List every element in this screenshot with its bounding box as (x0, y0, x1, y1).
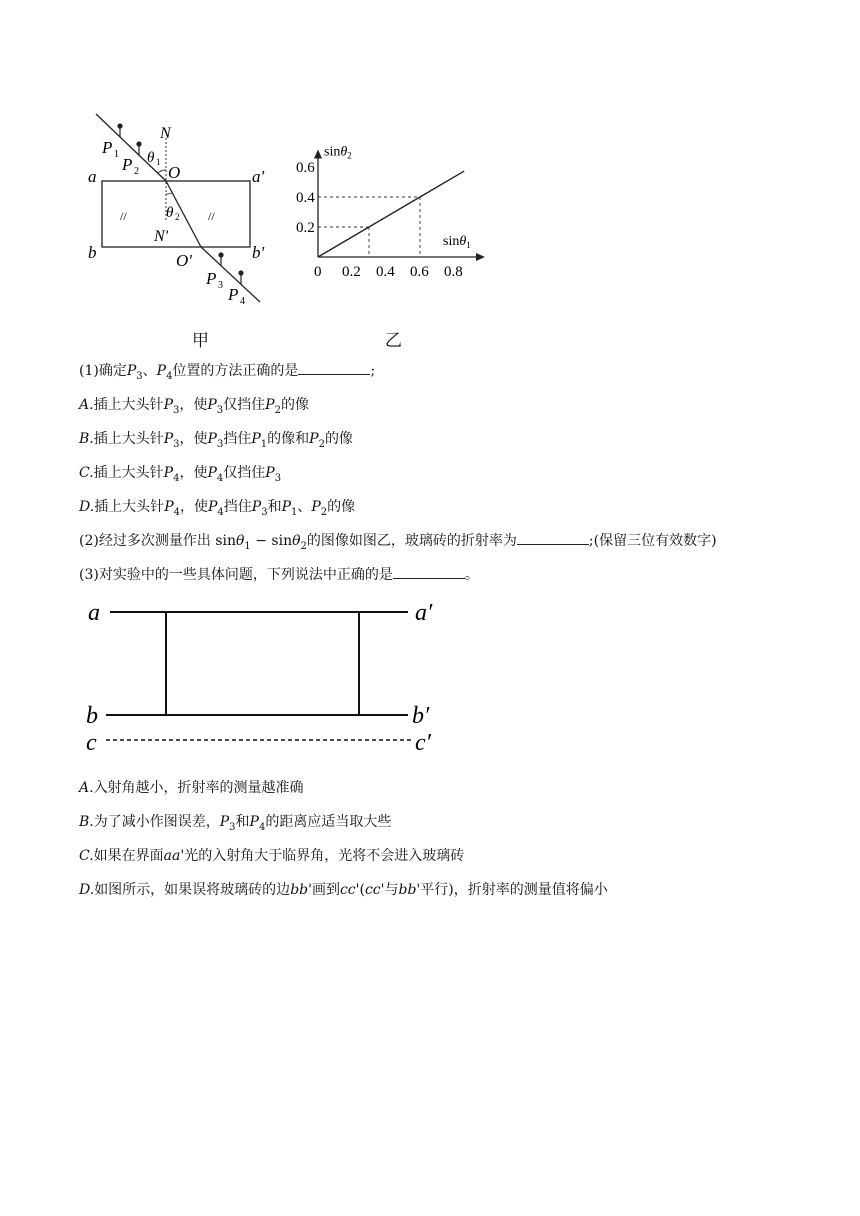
x-tick-label: 0.6 (410, 264, 429, 280)
x-tick-label: 0.2 (342, 264, 361, 280)
label-b-prime: b' (252, 243, 265, 262)
question-1: (1)确定$P_3$、$P_4$位置的方法正确的是 ; (79, 363, 376, 382)
figure-glass-boundary (80, 597, 450, 762)
y-axis-arrow (314, 150, 322, 159)
label-a: a (88, 600, 100, 626)
answer-blank-3[interactable] (393, 566, 465, 579)
angle-arc-theta1 (158, 170, 166, 173)
x-tick-label: 0.8 (444, 264, 463, 280)
option-1b: B.插上大头针$P_3$，使$P_3$挡住$P_1$的像和$P_2$的像 (79, 431, 353, 450)
label-p3 (205, 269, 223, 291)
label-o-prime: O' (176, 251, 192, 270)
caption-jia: 甲 (192, 331, 209, 351)
x-axis-label: sinθ$_1$ (443, 234, 471, 250)
svg-text:3: 3 (218, 280, 223, 291)
svg-text:θ: θ (166, 205, 174, 221)
option-1a: A.插上大头针$P_3$，使$P_3$仅挡住$P_2$的像 (79, 397, 309, 416)
label-a-prime: a′ (415, 600, 433, 626)
glass-hatch-left: // (120, 209, 127, 223)
option-3a: A.入射角越小，折射率的测量越准确 (79, 780, 304, 796)
label-b: b (86, 703, 98, 729)
svg-text:2: 2 (175, 212, 180, 222)
svg-text:P: P (122, 155, 133, 174)
option-1c: C.插上大头针$P_4$，使$P_4$仅挡住$P_3$ (79, 465, 282, 484)
label-p2 (121, 155, 139, 177)
question-2: (2)经过多次测量作出 sinθ$_1$ − sinθ$_2$的图像如图乙，玻璃砖的折射率为 ;(保留三位有效数字) (79, 533, 717, 552)
svg-text:1: 1 (156, 157, 161, 167)
option-3b: B.为了减小作图误差，$P_3$和$P_4$的距离应适当取大些 (79, 814, 392, 833)
option-3d: D.如图所示，如果误将玻璃砖的边bb'画到cc'(cc'与bb'平行)，折射率的测量值将偏小 (79, 882, 608, 898)
svg-text:θ: θ (147, 150, 155, 166)
origin-label: 0 (314, 264, 322, 280)
label-theta2 (166, 205, 180, 222)
question-3: (3)对实验中的一些具体问题，下列说法中正确的是 。 (79, 567, 479, 583)
label-p1 (101, 138, 119, 160)
answer-blank-2[interactable] (517, 532, 589, 545)
label-a: a (88, 167, 97, 186)
answer-blank-1[interactable] (298, 362, 370, 375)
svg-text:P: P (228, 285, 239, 304)
label-b-prime: b′ (412, 703, 430, 729)
svg-text:2: 2 (134, 166, 139, 177)
svg-text:4: 4 (240, 296, 245, 307)
label-a-prime: a' (252, 167, 265, 186)
caption-yi: 乙 (385, 331, 402, 351)
y-tick-label: 0.4 (296, 190, 315, 206)
x-tick-label: 0.4 (376, 264, 395, 280)
y-tick-label: 0.6 (296, 160, 315, 176)
label-b: b (88, 243, 97, 262)
label-p4 (227, 285, 245, 307)
svg-text:P: P (102, 138, 113, 157)
label-n-prime: N' (154, 228, 169, 245)
label-theta1 (147, 150, 161, 167)
svg-text:P: P (206, 269, 217, 288)
label-c: c (86, 730, 97, 756)
y-axis-label: sinθ$_2$ (324, 144, 352, 161)
svg-text:1: 1 (114, 149, 119, 160)
y-tick-label: 0.2 (296, 220, 315, 236)
label-o: O (168, 163, 181, 182)
option-3c: C.如果在界面aa'光的入射角大于临界角，光将不会进入玻璃砖 (79, 848, 465, 864)
angle-arc-theta2 (166, 193, 172, 194)
chart-yi (296, 145, 485, 281)
x-axis-arrow (476, 253, 485, 261)
figure-jia (80, 100, 500, 360)
label-c-prime: c′ (415, 730, 431, 756)
glass-hatch-right: // (208, 209, 215, 223)
option-1d: D.插上大头针$P_4$，使$P_4$挡住$P_3$和$P_1$、$P_2$的像 (79, 499, 356, 518)
label-n: N (160, 125, 171, 142)
